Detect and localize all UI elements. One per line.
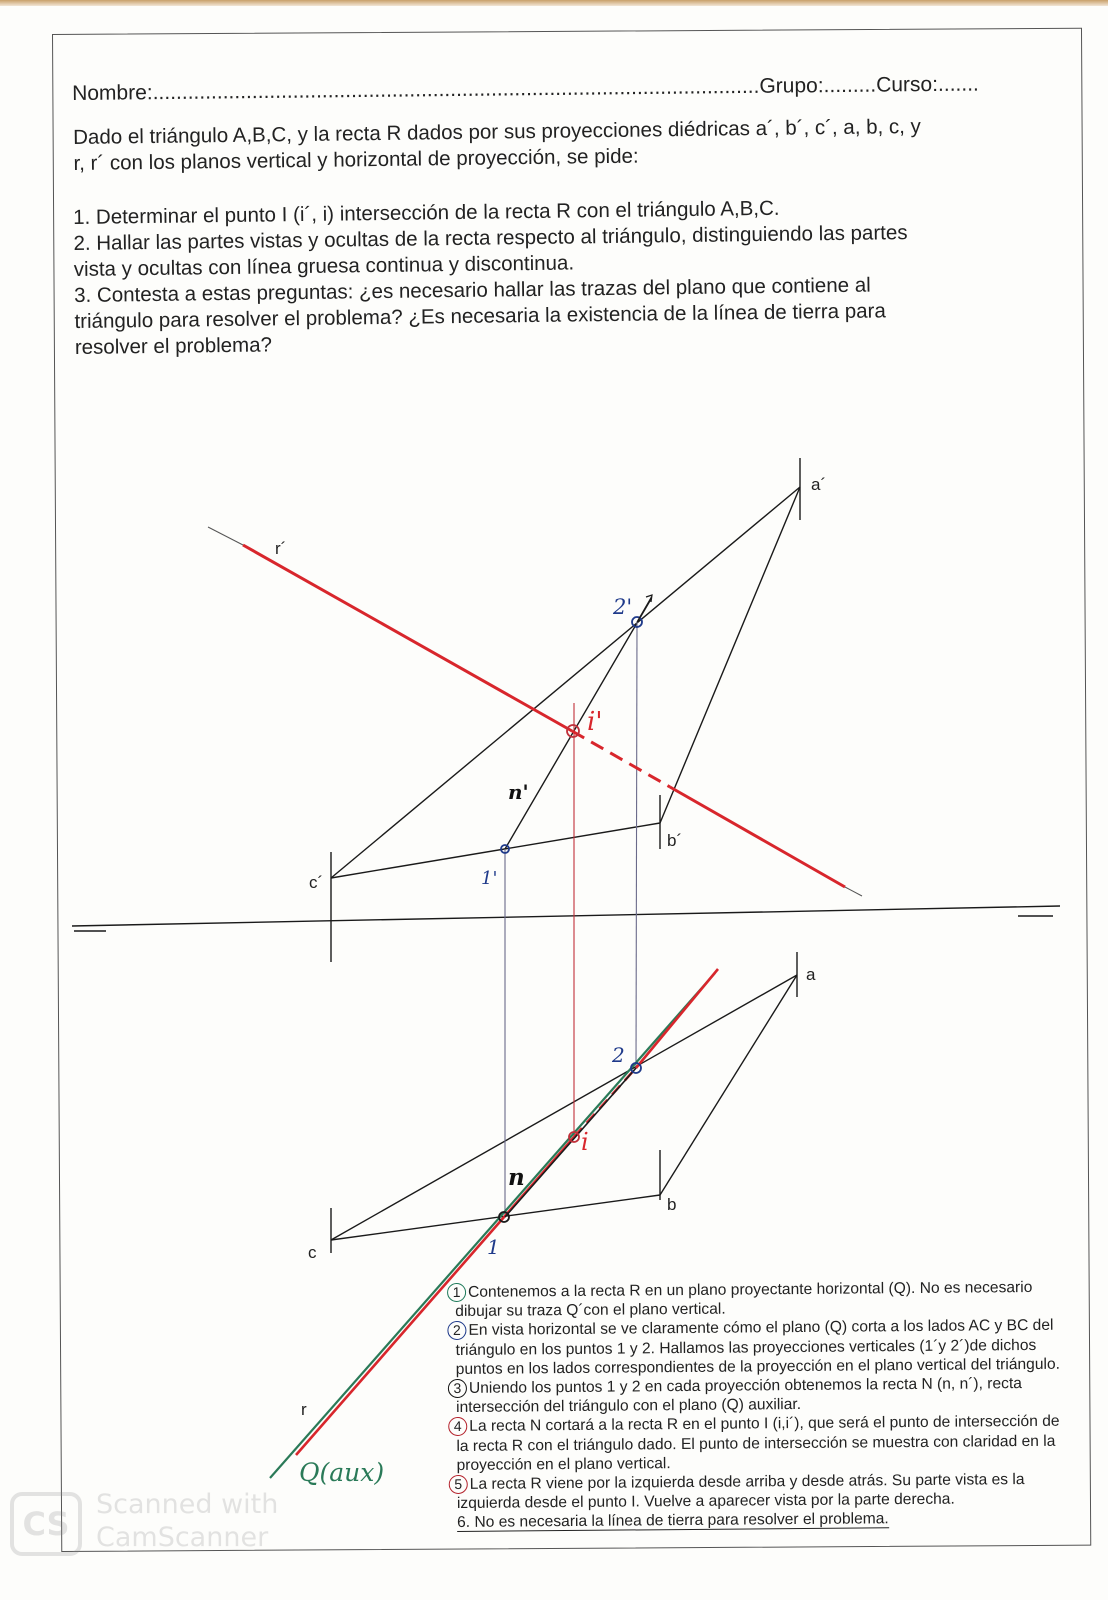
label-r: r: [301, 1400, 307, 1419]
camscanner-watermark: [10, 1488, 290, 1558]
note-2-number: 2: [447, 1321, 466, 1340]
recall-line-2: [636, 622, 637, 1068]
hw-n: n: [508, 1164, 525, 1191]
r-visible-right: [636, 969, 718, 1068]
side-c-b: [331, 1195, 660, 1240]
note-2-text: En vista horizontal se ve claramente cómo el plano (Q) corta a los lados AC y BC del triángulo en los puntos 1 y 2. Hallamos las proyecciones verticales (1´y 2´)de dichos puntos en los lados correspondientes de la proyección en el plano vertical del triángulo.: [455, 1317, 1061, 1378]
side-a-b: [660, 975, 797, 1195]
label-a-prime: a´: [811, 475, 827, 494]
ground-line: [72, 906, 1060, 926]
grupo-dots: .........: [823, 73, 877, 98]
side-a-prime-c-prime: [331, 487, 800, 878]
note-5: [454, 1470, 1067, 1514]
note-4-text: La recta N cortará a la recta R en el punto I (i,i´), que será el punto de intersección de la recta R con el triángulo dado. El punto de intersección se muestra con claridad en la proyección en el plano vertical.: [456, 1413, 1060, 1474]
label-b: b: [667, 1195, 677, 1214]
camscanner-logo: CS: [10, 1492, 82, 1556]
hw-1: 1: [487, 1235, 500, 1259]
hw-q-aux: Q(aux): [299, 1458, 385, 1487]
task-2-line-a: 2. Hallar las partes vistas y ocultas de la recta respecto al triángulo, distinguiendo las partes: [73, 221, 908, 255]
n-prime-line: [505, 599, 651, 849]
hw-1-prime: 1': [481, 868, 498, 889]
label-a: a: [806, 965, 816, 984]
r-prime-tail: [845, 887, 862, 896]
task-3-line-a: 3. Contesta a estas preguntas: ¿es necesario hallar las trazas del plano que contiene al: [74, 273, 871, 307]
task-3-line-c: resolver el problema?: [74, 333, 273, 359]
task-2-line-b: vista y ocultas con línea gruesa continua y discontinua.: [73, 251, 575, 281]
side-a-c: [331, 975, 797, 1240]
solution-notes: [452, 1278, 1067, 1533]
note-3: [453, 1374, 1066, 1418]
watermark-line-1: Scanned with: [96, 1489, 279, 1520]
note-1-number: 1: [447, 1283, 466, 1302]
hw-2: 2: [612, 1043, 625, 1067]
note-5-text: La recta R viene por la izquierda desde arriba y desde atrás. Su parte vista es la izquierda desde el punto I. Vuelve a aparecer vista por la parte derecha.: [456, 1471, 1025, 1513]
hw-i-prime: i': [587, 707, 603, 737]
r-prime-hidden: [572, 731, 670, 787]
side-a-prime-b-prime: [660, 487, 800, 823]
curso-label: Curso:: [876, 72, 939, 97]
label-c-prime: c´: [309, 873, 324, 892]
note-6-text: 6. No es necesaria la línea de tierra para resolver el problema.: [457, 1510, 889, 1532]
note-1: [452, 1278, 1065, 1322]
r-prime-extension: [208, 527, 243, 545]
r-prime-visible: [243, 545, 572, 731]
note-1-text: Contenemos a la recta R en un plano proyectante horizontal (Q). No es necesario dibujar su traza Q´con el plano vertical.: [455, 1278, 1033, 1321]
nombre-dots: ........................................................................................................: [152, 74, 760, 105]
note-3-number: 3: [448, 1379, 467, 1398]
arrow-2-prime: [637, 595, 652, 622]
hw-n-prime: n': [508, 780, 529, 804]
note-2: [452, 1316, 1065, 1379]
statement-line-1: Dado el triángulo A,B,C, y la recta R dados por sus proyecciones diédricas a´, b´, c´, a, b, c, y: [73, 114, 921, 149]
label-b-prime: b´: [667, 831, 683, 850]
hw-i: i: [581, 1128, 589, 1156]
grupo-label: Grupo:: [759, 74, 824, 98]
n-line: [505, 1068, 636, 1217]
note-4-number: 4: [448, 1417, 467, 1436]
task-3-line-b: triángulo para resolver el problema? ¿Es necesaria la existencia de la línea de tierra para: [74, 299, 886, 333]
watermark-text: [96, 1488, 278, 1554]
hw-2-prime: 2': [613, 595, 633, 619]
curso-dots: .......: [937, 72, 979, 96]
watermark-line-2: CamScanner: [96, 1522, 269, 1553]
nombre-label: Nombre:: [72, 81, 153, 105]
label-c: c: [308, 1243, 317, 1262]
r-prime-visible-right: [670, 787, 845, 887]
label-r-prime: r´: [275, 539, 287, 558]
note-4: [453, 1412, 1066, 1475]
note-5-number: 5: [449, 1475, 468, 1494]
note-3-text: Uniendo los puntos 1 y 2 en cada proyección obtenemos la recta N (n, n´), recta intersección del triángulo con el plano (Q) auxiliar.: [456, 1375, 1022, 1417]
task-1: 1. Determinar el punto I (i´, i) intersección de la recta R con el triángulo A,B,C.: [73, 196, 780, 229]
statement-line-2: r, r´ con los planos vertical y horizontal de proyección, se pide:: [73, 144, 639, 175]
